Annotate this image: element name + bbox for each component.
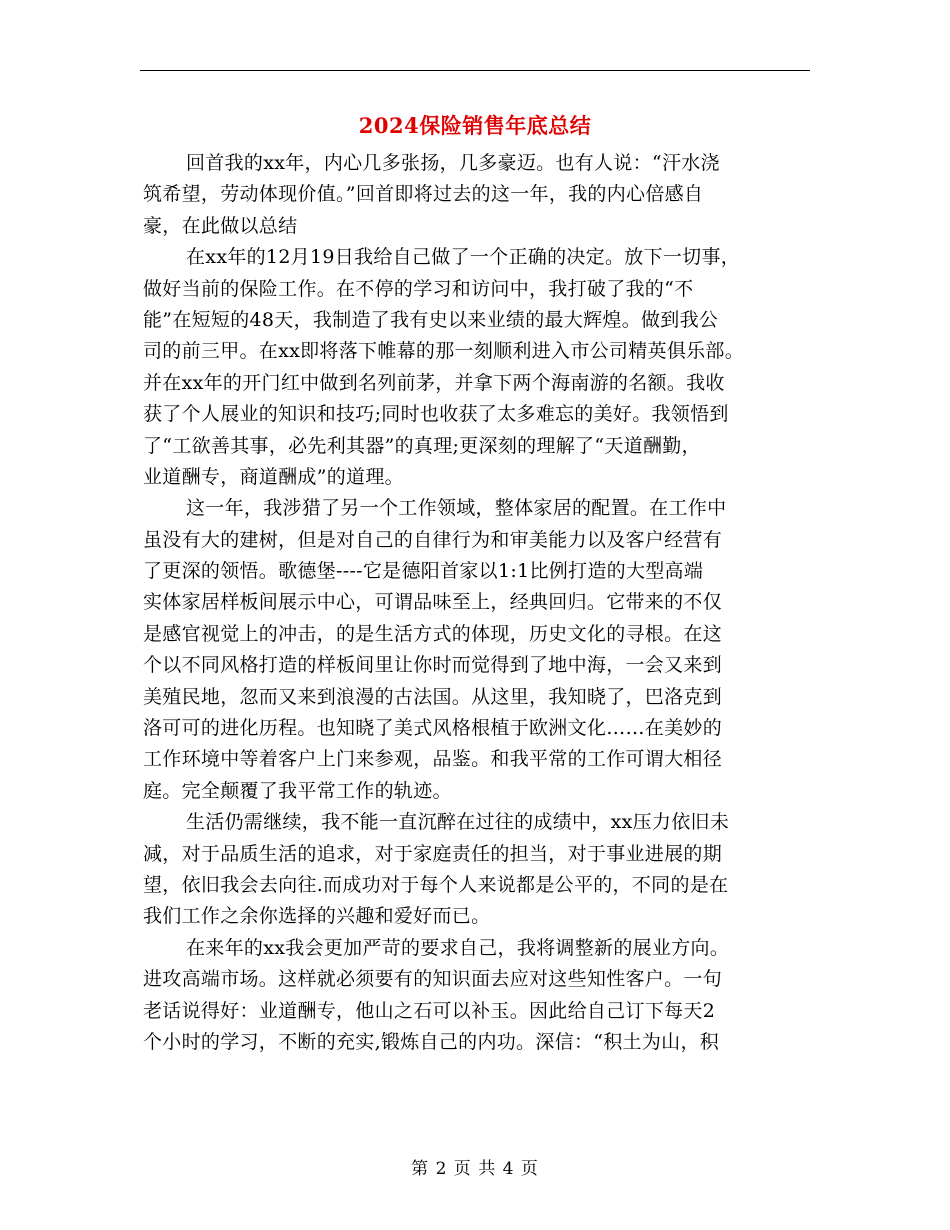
paragraph-line: 是感官视觉上的冲击，的是生活方式的体现，历史文化的寻根。在这 [143, 622, 723, 645]
paragraph-line: 实体家居样板间展示中心，可谓品味至上，经典回归。它带来的不仅 [143, 591, 723, 614]
paragraph-line: 并在xx年的开门红中做到名列前茅，并拿下两个海南游的名额。我收 [143, 371, 725, 394]
paragraph-line: 虽没有大的建树，但是对自己的自律行为和审美能力以及客户经营有 [143, 528, 723, 551]
paragraph-line: 我们工作之余你选择的兴趣和爱好而已。 [143, 905, 491, 928]
paragraph [143, 933, 810, 1059]
paragraph-line: 在xx年的12月19日我给自己做了一个正确的决定。放下一切事， [186, 246, 741, 269]
paragraph-line: 望，依旧我会去向往.而成功对于每个人来说都是公平的，不同的是在 [143, 873, 729, 896]
paragraph-line: 了“工欲善其事，必先利其器”的真理;更深刻的理解了“天道酬勤， [143, 434, 701, 457]
paragraph [143, 148, 810, 242]
paragraph-line: 美殖民地，忽而又来到浪漫的古法国。从这里，我知晓了，巴洛克到 [143, 685, 723, 708]
paragraph-line: 做好当前的保险工作。在不停的学习和访问中，我打破了我的“不 [143, 277, 694, 300]
paragraph-line: 能”在短短的48天，我制造了我有史以来业绩的最大辉煌。做到我公 [143, 308, 719, 331]
paragraph-line: 回首我的xx年，内心几多张扬，几多豪迈。也有人说：“汗水浇 [186, 152, 720, 174]
paragraph-line: 在来年的xx我会更加严苛的要求自己，我将调整新的展业方向。 [186, 936, 730, 959]
paragraph-line: 获了个人展业的知识和技巧;同时也收获了太多难忘的美好。我领悟到 [143, 403, 729, 426]
paragraph-line: 司的前三甲。在xx即将落下帷幕的那一刻顺利进入市公司精英俱乐部。 [143, 340, 745, 363]
paragraph [143, 242, 810, 493]
paragraph-line: 进攻高端市场。这样就必须要有的知识面去应对这些知性客户。一句 [143, 968, 723, 991]
header-rule [140, 70, 810, 71]
paragraph-line: 洛可可的进化历程。也知晓了美式风格根植于欧洲文化……在美妙的 [143, 717, 723, 740]
paragraph-line: 豪，在此做以总结 [143, 214, 298, 237]
paragraph-line: 老话说得好：业道酬专，他山之石可以补玉。因此给自己订下每天2 [143, 999, 716, 1022]
paragraph-line: 个小时的学习，不断的充实,锻炼自己的内功。深信：“积土为山，积 [143, 1030, 720, 1053]
paragraph-line: 生活仍需继续，我不能一直沉醉在过往的成绩中，xx压力依旧未 [186, 811, 730, 834]
paragraph-line: 筑希望，劳动体现价值。”回首即将过去的这一年，我的内心倍感自 [143, 183, 704, 206]
paragraph [143, 807, 810, 933]
paragraph-line: 工作环境中等着客户上门来参观，品鉴。和我平常的工作可谓大相径 [143, 748, 723, 771]
paragraph-line: 了更深的领悟。歌德堡----它是德阳首家以1:1比例打造的大型高端 [143, 560, 704, 583]
paragraph-line: 庭。完全颠覆了我平常工作的轨迹。 [143, 779, 452, 802]
paragraph-line: 这一年，我涉猎了另一个工作领域，整体家居的配置。在工作中 [186, 497, 727, 520]
page-footer: 第 2 页 共 4 页 [411, 1159, 539, 1179]
paragraph-line: 减，对于品质生活的追求，对于家庭责任的担当，对于事业进展的期 [143, 842, 723, 865]
paragraph [143, 493, 810, 807]
paragraph-line: 业道酬专，商道酬成”的道理。 [143, 465, 404, 488]
document-body [143, 148, 810, 1058]
document-title: 2024保险销售年底总结 [358, 113, 592, 138]
paragraph-line: 个以不同风格打造的样板间里让你时而觉得到了地中海，一会又来到 [143, 654, 723, 677]
